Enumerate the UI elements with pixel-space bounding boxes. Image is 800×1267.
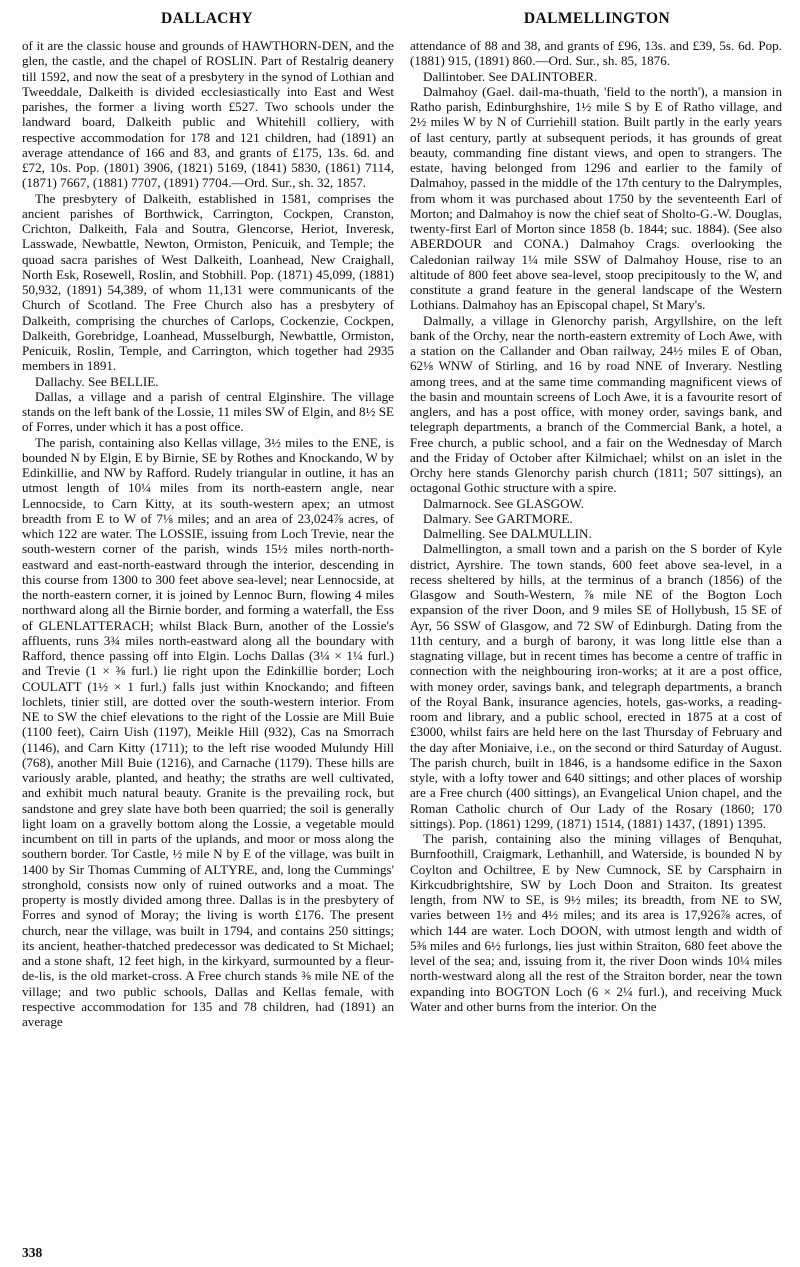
text-columns — [22, 38, 782, 1029]
paragraph: attendance of 88 and 38, and grants of £96, 13s. and £39, 5s. 6d. Pop. (1881) 915, (1891) 860.—Ord. Sur., sh. 85, 1876. — [410, 38, 782, 69]
page-number: 338 — [22, 1245, 43, 1260]
entry-heading-dallachy: Dallachy. See BELLIE. — [35, 373, 159, 389]
entry-dalmary: Dalmary. See GARTMORE. — [423, 510, 573, 526]
paragraph: The parish, containing also Kellas village, 3½ miles to the ENE, is bounded N by Elgin, E by Birnie, SE by Rothes and Knockando, W by Edinkillie, and NW by Rafford. Rudely triangular in outline, it has an utmost length of 10¼ miles from its north-eastern angle, near Lennocside, to Carn Kitty, at its south-western apex; an utmost breadth from E to W of 7⅛ miles; and an area of 23,024⅞ acres, of which 122 are water. The LOSSIE, issuing from Loch Trevie, near the south-western corner of the parish, winds 15½ miles north-north-eastward and east-north-eastward through the interior, descending in this course from 1300 to 300 feet above sea-level; near Lennocside, at the north-eastern corner, it is joined by Lennoc Burn, flowing 4 miles northward along all the Birnie border, and forming a waterfall, the Ess of GLENLATTERACH; whilst Black Burn, another of the Lossie's affluents, runs 3¾ miles north-eastward along all the boundary with Rafford, thence passing off into Elgin. Lochs Dallas (3¼ × 1¼ furl.) and Trevie (1 × ⅜ furl.) lie right upon the Edinkillie border; Loch COULATT (1½ × 1 furl.) falls just within Knockando; and fifteen lochlets, tinier still, are dotted over the south-western interior. From NE to SW the chief elevations to the right of the Lossie are Mill Buie (1100 feet), Cairn Uish (1197), Meikle Hill (932), Cas na Smorrach (1146), and Carn Kitty (1711); to the left rise wooded Mulundy Hill (768), another Mill Buie (1216), and Carnache (1179). These hills are variously arable, planted, and heathy; the straths are well cultivated, and exhibit much natural beauty. Granite is the prevailing rock, but sandstone and grey slate have both been quarried; the soil is generally light loam on a gravelly bottom along the Lossie, a vegetable mould incumbent on till in parts of the uplands, and moor or moss along the southern border. Tor Castle, ½ mile N by E of the village, was built in 1400 by Sir Thomas Cumming of ALTYRE, and, long the Cummings' stronghold, consists now only of ruined outworks and a moat. The property is mostly divided among three. Dallas is in the presbytery of Forres and synod of Moray; the living is worth £176. The present church, near the village, was built in 1794, and contains 250 sittings; its ancient, heather-thatched predecessor was dedicated to St Michael; and a stone shaft, 12 feet high, in the kirkyard, surmounted by a fleur-de-lis, is the old market-cross. A Free church stands ⅜ mile NE of the village; and two public schools, Dallas and Kellas female, with respective accommodation for 135 and 78 children, had (1891) an average — [22, 434, 394, 1029]
entry-dalmarnock: Dalmarnock. See GLASGOW. — [423, 495, 584, 511]
entry-dalmellington: Dalmellington, a small town and a parish on the S border of Kyle district, Ayrshire. The town stands, 600 feet above sea-level, in a recess sheltered by hills, at the terminus of a branch (1856) of the Glasgow and South-Western, ⅞ mile NE of the Bogton Loch expansion of the river Doon, and 9 miles SE of Hollybush, 15 SE of Ayr, 56 SSW of Glasgow, and 72 SW of Edinburgh. Dating from the 11th century, and a burgh of barony, it was long little else than a stagnating village, but in recent times has become a centre of traffic in connection with the neighbouring iron-works; at it are a post office, with money order, savings bank, and telegraph departments, a branch of the Royal Bank, insurance agencies, hotels, gas-works, a reading-room and library, and a public school, erected in 1875 at a cost of £3000, whilst fairs are held here on the last Thursday of February and the day after Moniaive, i.e., on the second or third Saturday of August. The parish church, built in 1846, is a handsome edifice in the Saxon style, with a lofty tower and 640 sittings; and other places of worship are a Free church (400 sittings), an Evangelical Union chapel, and the Roman Catholic church of Our Lady of the Rosary (1860; 170 sittings). Pop. (1861) 1299, (1871) 1514, (1881) 1437, (1891) 1395. — [410, 541, 782, 831]
header-left: DALLACHY — [161, 10, 253, 27]
entry-dallintober: Dallintober. See DALINTOBER. — [423, 68, 598, 84]
paragraph: of it are the classic house and grounds of HAWTHORN-DEN, and the glen, the castle, and the chapel of ROSLIN. Part of Restalrig deanery till 1592, and now the seat of a presbytery in the synod of Lothian and Tweeddale, Dalkeith is divided ecclesiastically into East and West parishes, the former a living worth £527. Two schools under the landward board, Dalkeith public and Whitehill colliery, with respective accommodation for 178 and 121 children, had (1891) an average attendance of 166 and 83, and grants of £175, 13s. 6d. and £72, 10s. Pop. (1801) 3906, (1821) 5169, (1841) 5830, (1861) 7114, (1871) 7667, (1881) 7707, (1891) 7704.—Ord. Sur., sh. 32, 1857. — [22, 38, 394, 191]
running-headers — [22, 10, 782, 28]
left-column — [22, 38, 394, 1029]
entry-dalmelling: Dalmelling. See DALMULLIN. — [423, 526, 592, 541]
entry-dalmally: Dalmally, a village in Glenorchy parish, Argyllshire, on the left bank of the Orchy, near the north-eastern extremity of Loch Awe, with a station on the Callander and Oban railway, 24½ miles E of Oban, 62⅛ WNW of Stirling, and 16 by road NNE of Inverary. Nestling among trees, and at the same time commanding magnificent views of the basin and mountain screens of Loch Awe, it is a favourite resort of anglers, and has a post office, with money order, savings bank, and telegraph departments, a branch of the Commercial Bank, a hotel, a Free church, a public school, and a fair on the Wednesday of March and the Friday of October after Kilmichael; whilst on an islet in the Orchy here stands Glenorchy parish church (1811; 507 sittings), an octagonal Gothic structure with a spire. — [410, 312, 782, 496]
paragraph: The presbytery of Dalkeith, established in 1581, comprises the ancient parishes of Borthwick, Carrington, Cockpen, Cranston, Crichton, Dalkeith, Fala and Soutra, Glencorse, Heriot, Inveresk, Lasswade, Newbattle, Newton, Ormiston, Penicuik, and Temple; the quoad sacra parishes of West Dalkeith, Loanhead, New Craighall, North Esk, Rosewell, Roslin, and Stobhill. Pop. (1871) 45,099, (1881) 50,932, (1891) 54,389, of whom 11,131 were communicants of the Church of Scotland. The Free Church also has a presbytery of Dalkeith, comprising the churches of Carlops, Cockenzie, Cockpen, Dalkeith, Gorebridge, Loanhead, Musselburgh, Newbattle, Ormiston, Penicuik, Roslin, Temple, and Carrington, which together had 2935 members in 1891. — [22, 190, 394, 374]
paragraph: The parish, containing also the mining villages of Benquhat, Burnfoothill, Craigmark, Lethanhill, and Waterside, is bounded N by Coylton and Ochiltree, E by New Cumnock, SE by Carsphairn in Kirkcudbrightshire, SW by Loch Doon and Straiton. Its greatest length, from NW to SE, is 9½ miles; its breadth, from NE to SW, varies between 1½ and 4½ miles; and its area is 17,926⅞ acres, of which 144 are water. Loch DOON, with utmost length and width of 5⅜ miles and 6½ furlongs, lies just within Straiton, 680 feet above the level of the sea; and, issuing from it, the river Doon winds 10¼ miles north-westward along all the rest of the Straiton border, near the town expanding into BOGTON Loch (6 × 2¼ furl.), and receiving Muck Water and other burns from the interior. On the — [410, 831, 782, 1014]
right-column — [410, 38, 782, 1029]
entry-dalmahoy: Dalmahoy (Gael. dail-ma-thuath, 'field to the north'), a mansion in Ratho parish, Edinburghshire, 1½ mile S by E of Ratho village, and 2½ miles W by N of Curriehill station. Built partly in the early years of last century, partly at subsequent periods, it has grounds of great beauty, commanding fine distant views, and open to strangers. The estate, having belonged from 1296 and earlier to the family of Dalmahoy, passed in the middle of the 17th century to the Dalrymples, from whom it was purchased about 1750 by the seventeenth Earl of Morton; and Dalmahoy is now the chief seat of Sholto-G.-W. Douglas, twenty-first Earl of Morton since 1858 (b. 1844; suc. 1884). (See also ABERDOUR and CONA.) Dalmahoy Crags. overlooking the Caledonian railway 1¼ mile SSW of Dalmahoy House, rise to an altitude of 800 feet above sea-level, stoop precipitously to the W, and constitute a grand feature in the general landscape of the Western Lothians. Dalmahoy has an Episcopal chapel, St Mary's. — [410, 83, 782, 313]
entry-dallas: Dallas, a village and a parish of central Elginshire. The village stands on the left bank of the Lossie, 11 miles SW of Elgin, and 8½ SE of Forres, under which it has a post office. — [22, 388, 394, 435]
header-right: DALMELLINGTON — [523, 10, 671, 27]
